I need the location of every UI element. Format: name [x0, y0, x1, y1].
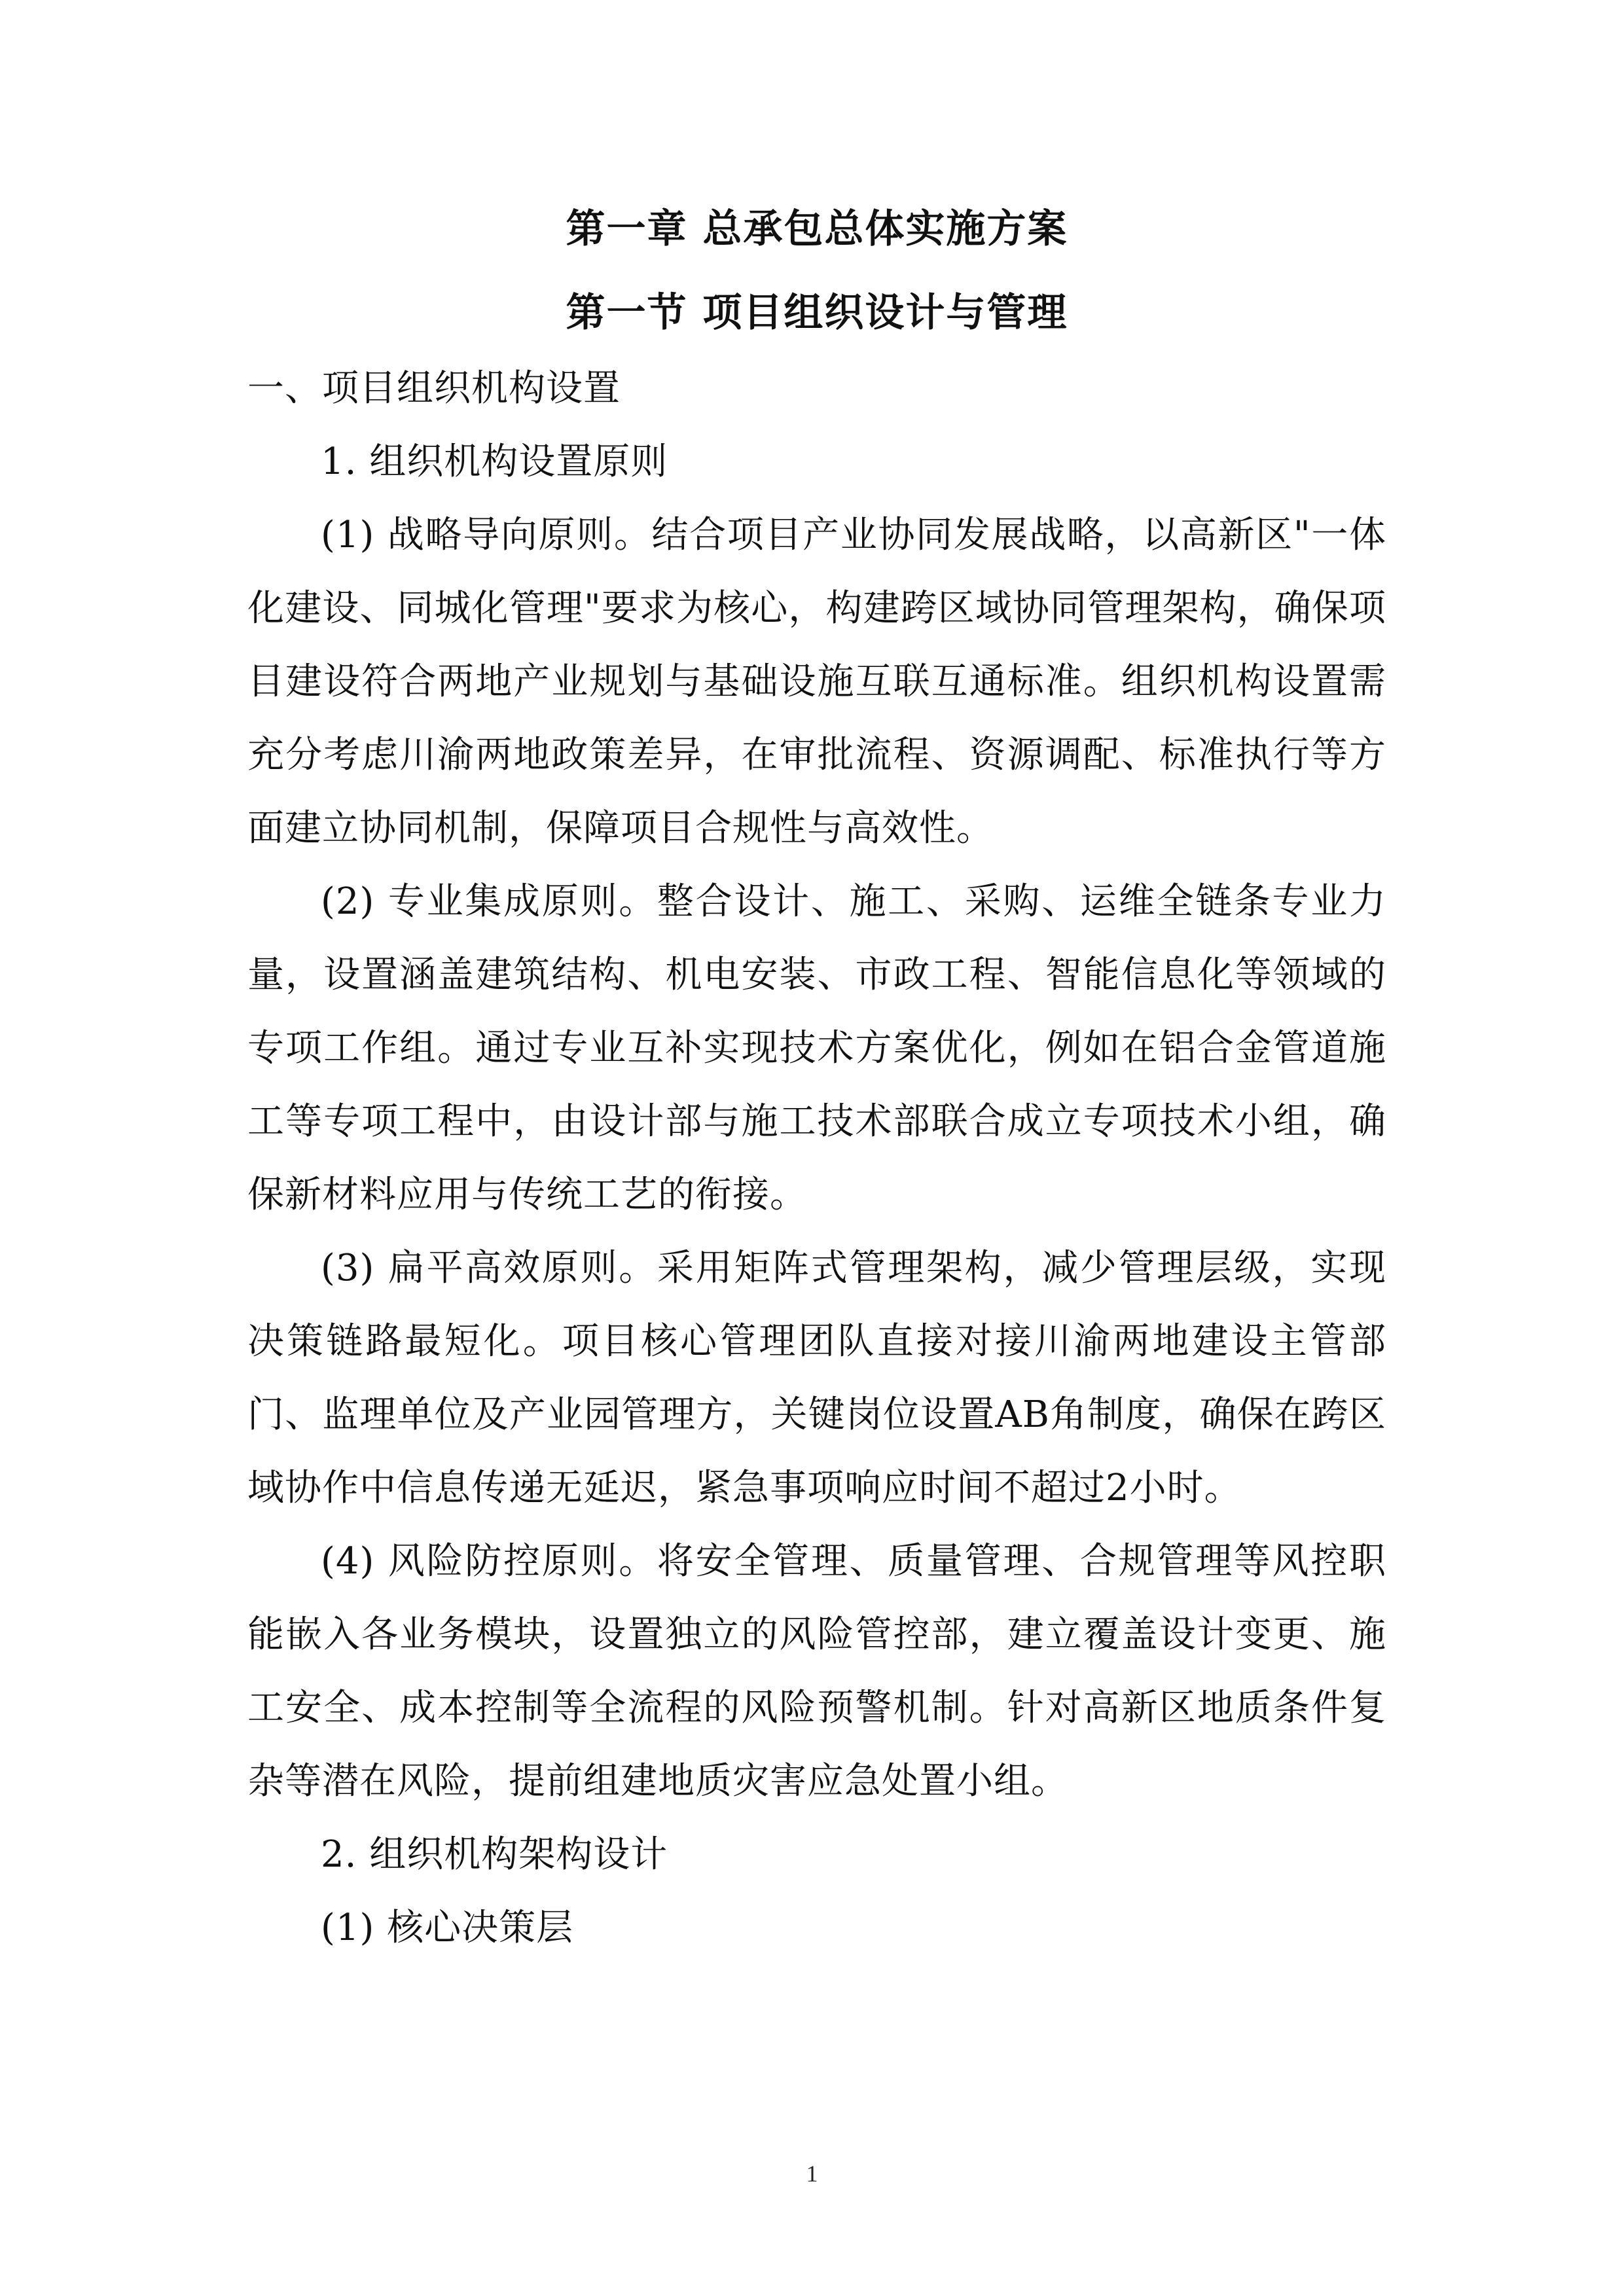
subheading-architecture-design: 2. 组织机构架构设计: [321, 1833, 668, 1876]
paragraph-professional-integration: (2) 专业集成原则。整合设计、施工、采购、运维全链条专业力量，设置涵盖建筑结构、机电安装、市政工程、智能信息化等领域的专项工作组。通过专业互补实现技术方案优化，例如在铝合金管道施工等专项工程中，由设计部与施工技术部联合成立专项技术小组，确保新材料应用与传统工艺的衔接。: [247, 880, 1386, 1216]
paragraph-flat-efficiency: (3) 扁平高效原则。采用矩阵式管理架构，减少管理层级，实现决策链路最短化。项目核心管理团队直接对接川渝两地建设主管部门、监理单位及产业园管理方，关键岗位设置AB角制度，确保在跨区域协作中信息传递无延迟，紧急事项响应时间不超过2小时。: [247, 1247, 1386, 1509]
page-content: [247, 190, 1386, 1965]
heading-organization-setup: 一、项目组织机构设置: [247, 367, 621, 410]
paragraph-risk-control: (4) 风险防控原则。将安全管理、质量管理、合规管理等风控职能嵌入各业务模块，设置独立的风险管控部，建立覆盖设计变更、施工安全、成本控制等全流程的风险预警机制。针对高新区地质条件复杂等潜在风险，提前组建地质灾害应急处置小组。: [247, 1540, 1386, 1803]
section-title: 第一节 项目组织设计与管理: [566, 290, 1068, 336]
paragraph-strategic-orientation: (1) 战略导向原则。结合项目产业协同发展战略，以高新区"一体化建设、同城化管理"要求为核心，构建跨区域协同管理架构，确保项目建设符合两地产业规划与基础设施互联互通标准。组织机构设置需充分考虑川渝两地政策差异，在审批流程、资源调配、标准执行等方面建立协同机制，保障项目合规性与高效性。: [247, 514, 1386, 850]
page-number: 1: [806, 2161, 818, 2187]
chapter-title: 第一章 总承包总体实施方案: [566, 206, 1068, 252]
subheading-setup-principles: 1. 组织机构设置原则: [321, 440, 668, 483]
subheading-core-decision-layer: (1) 核心决策层: [321, 1907, 574, 1949]
